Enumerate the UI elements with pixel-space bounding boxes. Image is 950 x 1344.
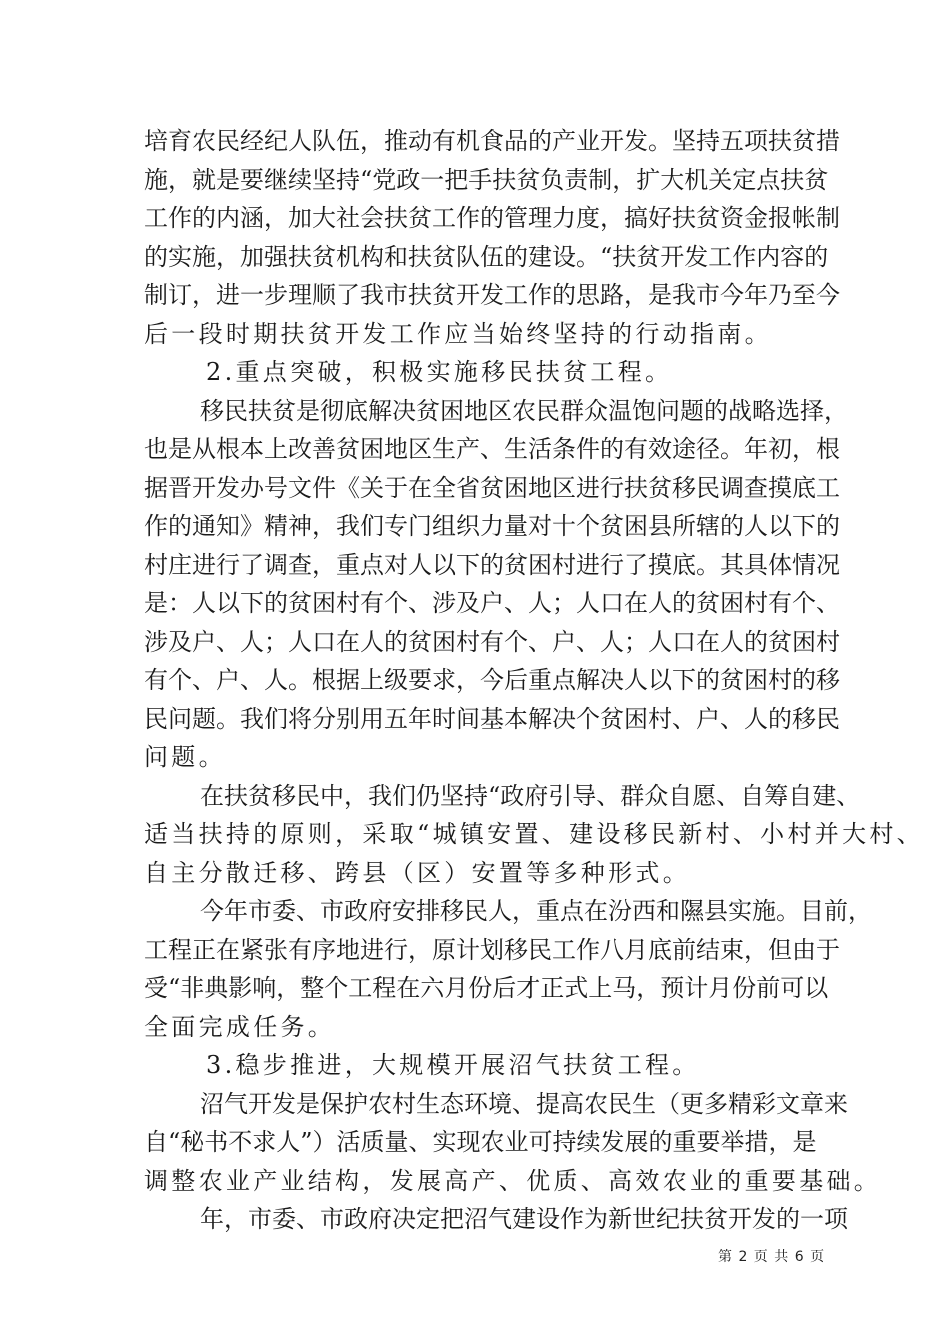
text-line: 据晋开发办号文件《关于在全省贫困地区进行扶贫移民调查摸底工 [144,473,840,502]
text-line: 受“非典影响，整个工程在六月份后才正式上马，预计月份前可以 [144,974,829,1002]
text-line: 民问题。我们将分别用五年时间基本解决个贫困村、户、人的移民 [144,704,840,733]
paragraph-first-line: 在扶贫移民中，我们仍坚持“政府引导、群众自愿、自筹自建、 [200,781,861,810]
text-line: 作的通知》精神，我们专门组织力量对十个贫困县所辖的人以下的 [144,512,840,540]
text-line: 后一段时期扶贫开发工作应当始终坚持的行动指南。 [144,319,772,348]
page-indicator: 第 2 页 共 6 页 [718,1249,826,1265]
text-line: 自主分散迁移、跨县（区）安置等多种形式。 [144,858,690,887]
section-heading: 2.重点突破，积极实施移民扶贫工程。 [206,358,673,386]
text-line: 也是从根本上改善贫困地区生产、生活条件的有效途径。年初，根 [144,435,840,463]
text-line: 全面完成任务。 [144,1012,336,1041]
text-line: 工程正在紧张有序地进行，原计划移民工作八月底前结束，但由于 [144,935,840,964]
paragraph-first-line: 今年市委、市政府安排移民人，重点在汾西和隰县实施。目前， [200,897,872,925]
text-line: 自“秘书不求人”）活质量、实现农业可持续发展的重要举措，是 [144,1128,817,1156]
paragraph-first-line: 年，市委、市政府决定把沼气建设作为新世纪扶贫开发的一项 [200,1205,848,1233]
text-line: 村庄进行了调查，重点对人以下的贫困村进行了摸底。其具体情况 [144,550,840,579]
text-line: 的实施，加强扶贫机构和扶贫队伍的建设。“扶贫开发工作内容的 [144,242,829,271]
text-line: 涉及户、人；人口在人的贫困村有个、户、人；人口在人的贫困村 [144,627,840,656]
text-line: 培育农民经纪人队伍，推动有机食品的产业开发。坚持五项扶贫措 [144,127,840,155]
text-line: 是：人以下的贫困村有个、涉及户、人；人口在人的贫困村有个、 [144,589,840,617]
text-line: 适当扶持的原则，采取“城镇安置、建设移民新村、小村并大村、 [144,820,924,848]
document-page [144,122,924,1239]
paragraph-first-line: 移民扶贫是彻底解决贫困地区农民群众温饱问题的战略选择， [200,396,848,425]
text-line: 有个、户、人。根据上级要求，今后重点解决人以下的贫困村的移 [144,666,840,694]
section-heading: 3.稳步推进，大规模开展沼气扶贫工程。 [206,1051,700,1079]
text-line: 问题。 [144,743,226,771]
text-line: 工作的内涵，加大社会扶贫工作的管理力度，搞好扶贫资金报帐制 [144,204,840,232]
text-line: 制订，进一步理顺了我市扶贫开发工作的思路，是我市今年乃至今 [144,281,840,309]
text-line: 调整农业产业结构，发展高产、优质、高效农业的重要基础。 [144,1166,882,1195]
text-line: 施，就是要继续坚持“党政一把手扶贫负责制，扩大机关定点扶贫 [144,165,829,194]
paragraph-first-line: 沼气开发是保护农村生态环境、提高农民生（更多精彩文章来 [200,1089,848,1118]
